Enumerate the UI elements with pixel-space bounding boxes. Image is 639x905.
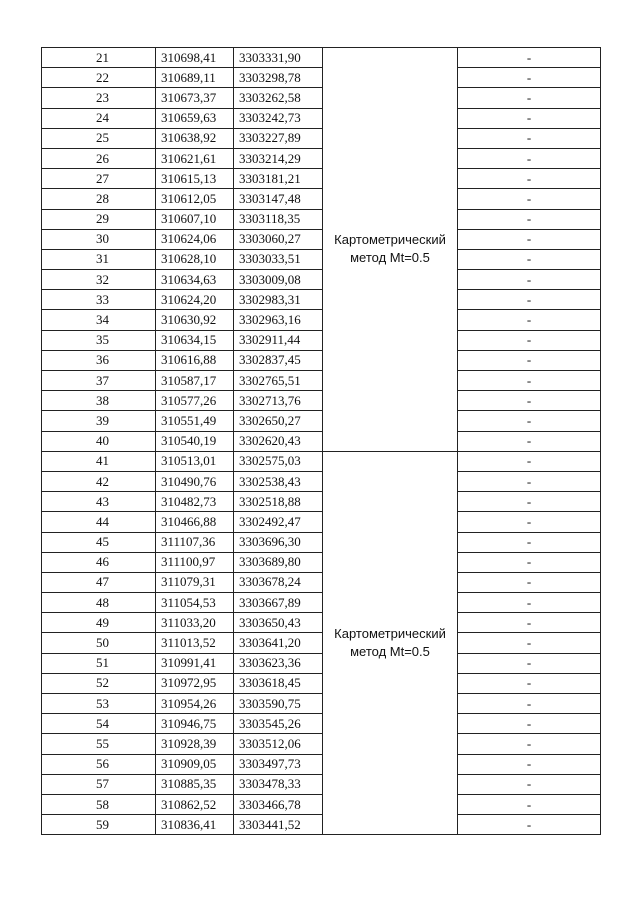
y-coordinate-cell: 3303466,78 [234, 794, 323, 814]
y-coordinate-cell: 3302538,43 [234, 471, 323, 491]
empty-value-dash-cell: - [458, 734, 601, 754]
y-coordinate-cell: 3303181,21 [234, 169, 323, 189]
empty-value-dash-cell: - [458, 754, 601, 774]
point-number-cell: 56 [42, 754, 156, 774]
table-row [42, 391, 601, 411]
point-number-cell: 25 [42, 128, 156, 148]
y-coordinate-cell: 3302911,44 [234, 330, 323, 350]
x-coordinate-cell: 310624,06 [156, 229, 234, 249]
x-coordinate-cell: 310612,05 [156, 189, 234, 209]
y-coordinate-cell: 3302963,16 [234, 310, 323, 330]
empty-value-dash-cell: - [458, 673, 601, 693]
x-coordinate-cell: 310466,88 [156, 512, 234, 532]
y-coordinate-cell: 3303298,78 [234, 68, 323, 88]
point-number-cell: 46 [42, 552, 156, 572]
point-number-cell: 42 [42, 471, 156, 491]
x-coordinate-cell: 311107,36 [156, 532, 234, 552]
empty-value-dash-cell: - [458, 310, 601, 330]
y-coordinate-cell: 3303242,73 [234, 108, 323, 128]
empty-value-dash-cell: - [458, 613, 601, 633]
y-coordinate-cell: 3303060,27 [234, 229, 323, 249]
empty-value-dash-cell: - [458, 249, 601, 269]
point-number-cell: 22 [42, 68, 156, 88]
point-number-cell: 35 [42, 330, 156, 350]
x-coordinate-cell: 310659,63 [156, 108, 234, 128]
point-number-cell: 29 [42, 209, 156, 229]
table-row [42, 471, 601, 491]
x-coordinate-cell: 310634,63 [156, 270, 234, 290]
x-coordinate-cell: 311079,31 [156, 572, 234, 592]
x-coordinate-cell: 310909,05 [156, 754, 234, 774]
empty-value-dash-cell: - [458, 189, 601, 209]
table-row [42, 48, 601, 68]
point-number-cell: 37 [42, 371, 156, 391]
point-number-cell: 47 [42, 572, 156, 592]
y-coordinate-cell: 3303033,51 [234, 249, 323, 269]
point-number-cell: 59 [42, 815, 156, 835]
point-number-cell: 39 [42, 411, 156, 431]
table-row [42, 593, 601, 613]
point-number-cell: 32 [42, 270, 156, 290]
point-number-cell: 34 [42, 310, 156, 330]
empty-value-dash-cell: - [458, 128, 601, 148]
empty-value-dash-cell: - [458, 815, 601, 835]
table-row [42, 552, 601, 572]
x-coordinate-cell: 310698,41 [156, 48, 234, 68]
empty-value-dash-cell: - [458, 169, 601, 189]
table-row [42, 734, 601, 754]
point-number-cell: 27 [42, 169, 156, 189]
x-coordinate-cell: 310616,88 [156, 350, 234, 370]
x-coordinate-cell: 311054,53 [156, 593, 234, 613]
table-row [42, 330, 601, 350]
point-number-cell: 54 [42, 714, 156, 734]
empty-value-dash-cell: - [458, 431, 601, 451]
table-row [42, 270, 601, 290]
x-coordinate-cell: 310587,17 [156, 371, 234, 391]
x-coordinate-cell: 310638,92 [156, 128, 234, 148]
table-row [42, 815, 601, 835]
empty-value-dash-cell: - [458, 68, 601, 88]
point-number-cell: 57 [42, 774, 156, 794]
empty-value-dash-cell: - [458, 88, 601, 108]
x-coordinate-cell: 310621,61 [156, 148, 234, 168]
table-row [42, 572, 601, 592]
x-coordinate-cell: 310689,11 [156, 68, 234, 88]
y-coordinate-cell: 3303641,20 [234, 633, 323, 653]
x-coordinate-cell: 310954,26 [156, 694, 234, 714]
x-coordinate-cell: 310634,15 [156, 330, 234, 350]
empty-value-dash-cell: - [458, 48, 601, 68]
table-row [42, 310, 601, 330]
empty-value-dash-cell: - [458, 633, 601, 653]
table-row [42, 512, 601, 532]
empty-value-dash-cell: - [458, 572, 601, 592]
x-coordinate-cell: 310551,49 [156, 411, 234, 431]
point-number-cell: 23 [42, 88, 156, 108]
table-row [42, 88, 601, 108]
empty-value-dash-cell: - [458, 148, 601, 168]
y-coordinate-cell: 3302765,51 [234, 371, 323, 391]
point-number-cell: 45 [42, 532, 156, 552]
x-coordinate-cell: 310513,01 [156, 451, 234, 471]
y-coordinate-cell: 3303590,75 [234, 694, 323, 714]
point-number-cell: 51 [42, 653, 156, 673]
point-number-cell: 38 [42, 391, 156, 411]
x-coordinate-cell: 310862,52 [156, 794, 234, 814]
y-coordinate-cell: 3303497,73 [234, 754, 323, 774]
y-coordinate-cell: 3303650,43 [234, 613, 323, 633]
x-coordinate-cell: 310885,35 [156, 774, 234, 794]
y-coordinate-cell: 3303667,89 [234, 593, 323, 613]
empty-value-dash-cell: - [458, 653, 601, 673]
x-coordinate-cell: 310836,41 [156, 815, 234, 835]
point-number-cell: 53 [42, 694, 156, 714]
table-row [42, 148, 601, 168]
table-row [42, 694, 601, 714]
y-coordinate-cell: 3302713,76 [234, 391, 323, 411]
x-coordinate-cell: 310628,10 [156, 249, 234, 269]
point-number-cell: 30 [42, 229, 156, 249]
y-coordinate-cell: 3303118,35 [234, 209, 323, 229]
empty-value-dash-cell: - [458, 512, 601, 532]
empty-value-dash-cell: - [458, 350, 601, 370]
empty-value-dash-cell: - [458, 492, 601, 512]
x-coordinate-cell: 310490,76 [156, 471, 234, 491]
point-number-cell: 50 [42, 633, 156, 653]
x-coordinate-cell: 310673,37 [156, 88, 234, 108]
table-row [42, 108, 601, 128]
y-coordinate-cell: 3303227,89 [234, 128, 323, 148]
point-number-cell: 24 [42, 108, 156, 128]
point-number-cell: 33 [42, 290, 156, 310]
x-coordinate-cell: 310972,95 [156, 673, 234, 693]
y-coordinate-cell: 3303512,06 [234, 734, 323, 754]
y-coordinate-cell: 3303441,52 [234, 815, 323, 835]
x-coordinate-cell: 310482,73 [156, 492, 234, 512]
point-number-cell: 40 [42, 431, 156, 451]
y-coordinate-cell: 3303147,48 [234, 189, 323, 209]
y-coordinate-cell: 3303214,29 [234, 148, 323, 168]
table-row [42, 431, 601, 451]
x-coordinate-cell: 311013,52 [156, 633, 234, 653]
coordinates-table-body [42, 48, 601, 835]
table-row [42, 290, 601, 310]
x-coordinate-cell: 310624,20 [156, 290, 234, 310]
table-row [42, 794, 601, 814]
x-coordinate-cell: 310946,75 [156, 714, 234, 734]
y-coordinate-cell: 3303618,45 [234, 673, 323, 693]
y-coordinate-cell: 3302620,43 [234, 431, 323, 451]
table-row [42, 613, 601, 633]
empty-value-dash-cell: - [458, 330, 601, 350]
table-row [42, 714, 601, 734]
y-coordinate-cell: 3303689,80 [234, 552, 323, 572]
table-row [42, 411, 601, 431]
x-coordinate-cell: 311100,97 [156, 552, 234, 572]
empty-value-dash-cell: - [458, 411, 601, 431]
empty-value-dash-cell: - [458, 290, 601, 310]
empty-value-dash-cell: - [458, 593, 601, 613]
empty-value-dash-cell: - [458, 371, 601, 391]
table-row [42, 128, 601, 148]
point-number-cell: 31 [42, 249, 156, 269]
x-coordinate-cell: 310928,39 [156, 734, 234, 754]
table-row [42, 350, 601, 370]
point-number-cell: 48 [42, 593, 156, 613]
method-cell: Картометрический метод Mt=0.5 [323, 48, 458, 452]
table-row [42, 169, 601, 189]
empty-value-dash-cell: - [458, 794, 601, 814]
y-coordinate-cell: 3302492,47 [234, 512, 323, 532]
point-number-cell: 28 [42, 189, 156, 209]
point-number-cell: 43 [42, 492, 156, 512]
x-coordinate-cell: 310630,92 [156, 310, 234, 330]
y-coordinate-cell: 3303696,30 [234, 532, 323, 552]
table-row [42, 532, 601, 552]
table-row [42, 371, 601, 391]
empty-value-dash-cell: - [458, 108, 601, 128]
point-number-cell: 58 [42, 794, 156, 814]
x-coordinate-cell: 311033,20 [156, 613, 234, 633]
method-cell: Картометрический метод Mt=0.5 [323, 451, 458, 835]
y-coordinate-cell: 3302575,03 [234, 451, 323, 471]
y-coordinate-cell: 3302983,31 [234, 290, 323, 310]
table-row [42, 451, 601, 471]
point-number-cell: 49 [42, 613, 156, 633]
table-row [42, 189, 601, 209]
point-number-cell: 36 [42, 350, 156, 370]
empty-value-dash-cell: - [458, 694, 601, 714]
empty-value-dash-cell: - [458, 391, 601, 411]
x-coordinate-cell: 310615,13 [156, 169, 234, 189]
coordinates-table [41, 47, 601, 835]
x-coordinate-cell: 310540,19 [156, 431, 234, 451]
y-coordinate-cell: 3303678,24 [234, 572, 323, 592]
y-coordinate-cell: 3302837,45 [234, 350, 323, 370]
empty-value-dash-cell: - [458, 774, 601, 794]
empty-value-dash-cell: - [458, 714, 601, 734]
y-coordinate-cell: 3303009,08 [234, 270, 323, 290]
y-coordinate-cell: 3302650,27 [234, 411, 323, 431]
table-row [42, 492, 601, 512]
point-number-cell: 44 [42, 512, 156, 532]
empty-value-dash-cell: - [458, 532, 601, 552]
table-row [42, 68, 601, 88]
empty-value-dash-cell: - [458, 471, 601, 491]
y-coordinate-cell: 3303478,33 [234, 774, 323, 794]
empty-value-dash-cell: - [458, 209, 601, 229]
point-number-cell: 41 [42, 451, 156, 471]
x-coordinate-cell: 310607,10 [156, 209, 234, 229]
table-row [42, 673, 601, 693]
table-row [42, 653, 601, 673]
y-coordinate-cell: 3303262,58 [234, 88, 323, 108]
point-number-cell: 55 [42, 734, 156, 754]
empty-value-dash-cell: - [458, 552, 601, 572]
empty-value-dash-cell: - [458, 270, 601, 290]
point-number-cell: 52 [42, 673, 156, 693]
x-coordinate-cell: 310577,26 [156, 391, 234, 411]
point-number-cell: 26 [42, 148, 156, 168]
y-coordinate-cell: 3303331,90 [234, 48, 323, 68]
empty-value-dash-cell: - [458, 451, 601, 471]
table-row [42, 209, 601, 229]
point-number-cell: 21 [42, 48, 156, 68]
table-row [42, 229, 601, 249]
table-row [42, 633, 601, 653]
x-coordinate-cell: 310991,41 [156, 653, 234, 673]
empty-value-dash-cell: - [458, 229, 601, 249]
table-row [42, 754, 601, 774]
table-row [42, 774, 601, 794]
y-coordinate-cell: 3302518,88 [234, 492, 323, 512]
table-row [42, 249, 601, 269]
y-coordinate-cell: 3303623,36 [234, 653, 323, 673]
y-coordinate-cell: 3303545,26 [234, 714, 323, 734]
